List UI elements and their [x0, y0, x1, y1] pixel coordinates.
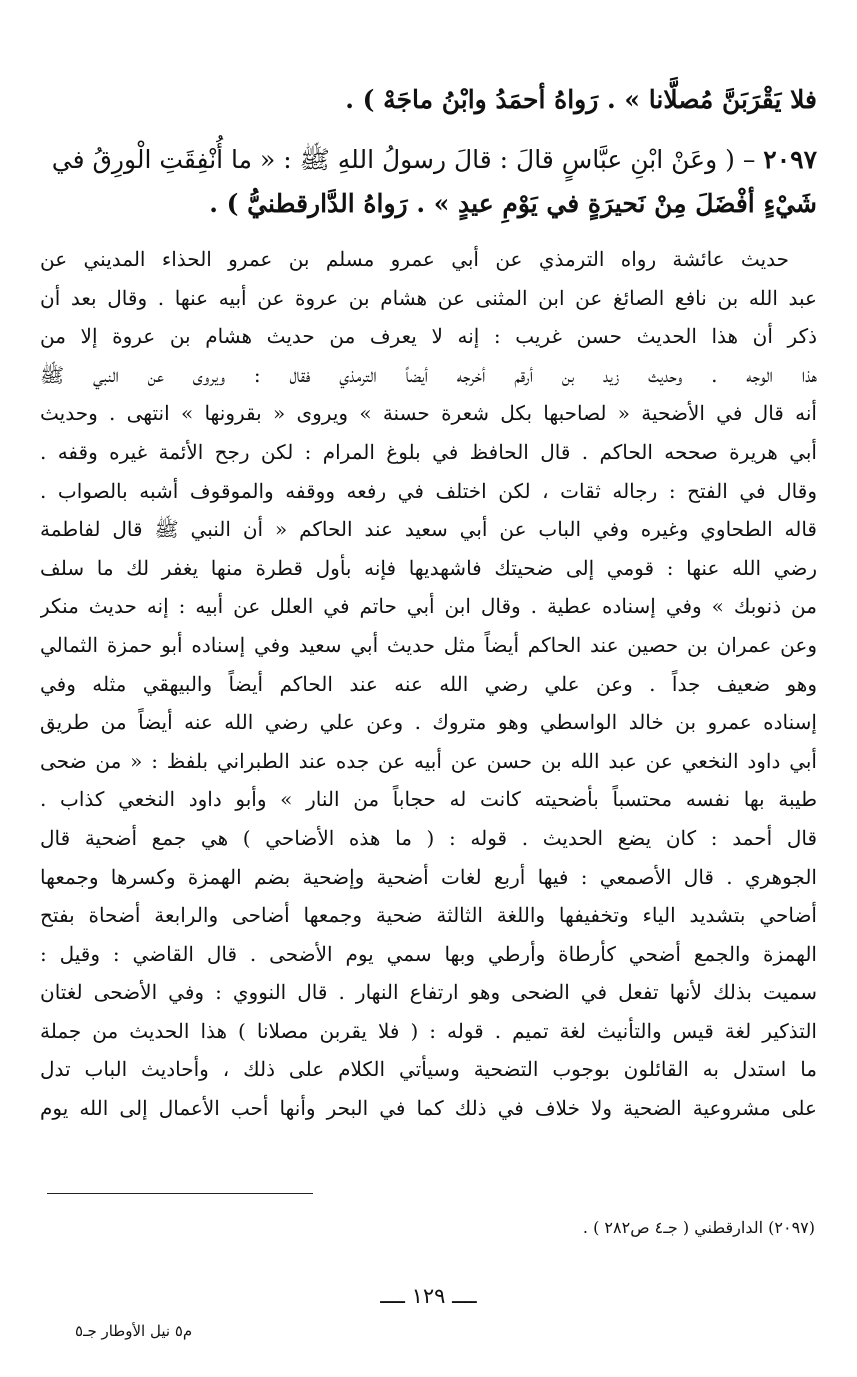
hadith-2097-line-2: شَيْءٍ أفْضَلَ مِنْ نَحيرَةٍ في يَوْمِ عيدٍ » . رَواهُ الدَّارقطنيُّ ) . — [209, 189, 817, 218]
commentary-line: قال أحمد : كان يضع الحديث . قوله : ( ما هذه الأضاحي ) هي جمع أضحية قال — [40, 825, 817, 850]
hadith-fragment — [42, 78, 817, 122]
hadith-2097-text-1: – ( وعَنْ ابْنِ عبَّاسٍ قالَ : قالَ رسولُ اللهِ ﷺ : « ما أُنْفِقَتِ الْورِقُ في — [51, 145, 764, 174]
hadith-fragment-text: فلا يَقْرَبَنَّ مُصلَّانا » . رَواهُ أحمَدُ وابْنُ ماجَهْ ) . — [345, 85, 817, 114]
commentary-line: وعن عمران بن حصين عند الحاكم أيضاً مثل حديث أبي سعيد وفي إسناده أبو حمزة الثمالي — [40, 632, 817, 657]
commentary-line: التذكير لغة قيس والتأنيث لغة تميم . قوله : ( فلا يقربن مصلانا ) هذا الحديث من جملة — [40, 1018, 817, 1043]
commentary-line: الهمزة والجمع أضحي كأرطاة وأرطي وبها سمي يوم الأضحى . قال القاضي : وقيل : — [40, 941, 817, 966]
commentary-body — [40, 240, 817, 1128]
commentary-line: الجوهري . قال الأصمعي : فيها أربع لغات أضحية وإضحية بضم الهمزة وكسرها وجمعها — [40, 864, 817, 889]
commentary-line: هذا الوجه . وحديث زيد بن أرقم أخرجه أيضاً الترمذي فقال : ويروى عن النبي ﷺ — [40, 362, 817, 387]
commentary-line: قاله الطحاوي وغيره وفي الباب عن أبي سعيد عند الحاكم « أن النبي ﷺ قال لفاطمة — [40, 517, 817, 542]
commentary-line: أضاحي بتشديد الياء وتخفيفها واللغة الثالثة ضحية وجمعها أضاحى والرابعة أضحاة بفتح — [40, 903, 817, 928]
commentary-line: ذكر أن هذا الحديث حسن غريب : إنه لا يعرف من حديث هشام بن عروة إلا من — [40, 324, 817, 349]
commentary-line: ما استدل به القائلون بوجوب التضحية وسيأتي الكلام على ذلك ، وأحاديث الباب تدل — [40, 1057, 817, 1082]
hadith-number: ٢٠٩٧ — [763, 145, 817, 174]
commentary-line: أبي هريرة صححه الحاكم . قال الحافظ في بلوغ المرام : لكن رجح الأئمة غيره وقفه . — [40, 439, 817, 464]
commentary-line: من ذنوبك » وفي إسناده عطية . وقال ابن أبي حاتم في العلل عن أبيه : إنه حديث منكر — [40, 594, 817, 619]
commentary-line: أنه قال في الأضحية « لصاحبها بكل شعرة حسنة » ويروى « بقرونها » انتهى . وحديث — [40, 401, 817, 426]
hadith-2097 — [42, 138, 817, 226]
commentary-line: رضي الله عنها : قومي إلى ضحيتك فاشهديها فإنه بأول قطرة منها يغفر لك ما سلف — [40, 555, 817, 580]
footnote-divider — [47, 1193, 313, 1194]
signature-mark: م٥ نيل الأوطار جـ٥ — [75, 1322, 193, 1340]
commentary-line: سميت بذلك لأنها تفعل في الضحى وهو ارتفاع النهار . قال النووي : وفي الأضحى لغتان — [40, 980, 817, 1005]
commentary-line: عبد الله بن نافع الصائغ عن ابن المثنى عن هشام بن عروة عن أبيه عنها . وقال بعد أن — [40, 285, 817, 310]
commentary-line: وقال في الفتح : رجاله ثقات ، لكن اختلف في رفعه ووقفه والموقوف أشبه بالصواب . — [40, 478, 817, 503]
commentary-line: طيبة بها نفسه محتسباً بأضحيته كانت له حجاباً من النار » وأبو داود النخعي كذاب . — [40, 787, 817, 812]
hadith-2097-line-1 — [42, 138, 817, 182]
commentary-line: أبي داود النخعي عن عبد الله بن حسن عن أبيه عن جده عند الطبراني بلفظ : « من ضحى — [40, 748, 817, 773]
commentary-line: إسناده عمرو بن خالد الواسطي وهو متروك . وعن علي رضي الله عنه أيضاً من طريق — [40, 710, 817, 735]
page-number: ــــ ١٢٩ ــــ — [380, 1284, 477, 1308]
footnote: (٢٠٩٧) الدارقطني ( جـ٤ ص٢٨٢ ) . — [582, 1218, 815, 1237]
hadith-fragment-line — [42, 78, 817, 122]
commentary-line: وهو ضعيف جداً . وعن علي رضي الله عنه عند الحاكم أيضاً والبيهقي مثله وفي — [40, 671, 817, 696]
commentary-line: حديث عائشة رواه الترمذي عن أبي عمرو مسلم بن عمرو الحذاء المديني عن — [40, 247, 789, 271]
commentary-line: على مشروعية الضحية ولا خلاف في ذلك كما في البحر وأنها أحب الأعمال إلى الله يوم — [40, 1096, 817, 1121]
